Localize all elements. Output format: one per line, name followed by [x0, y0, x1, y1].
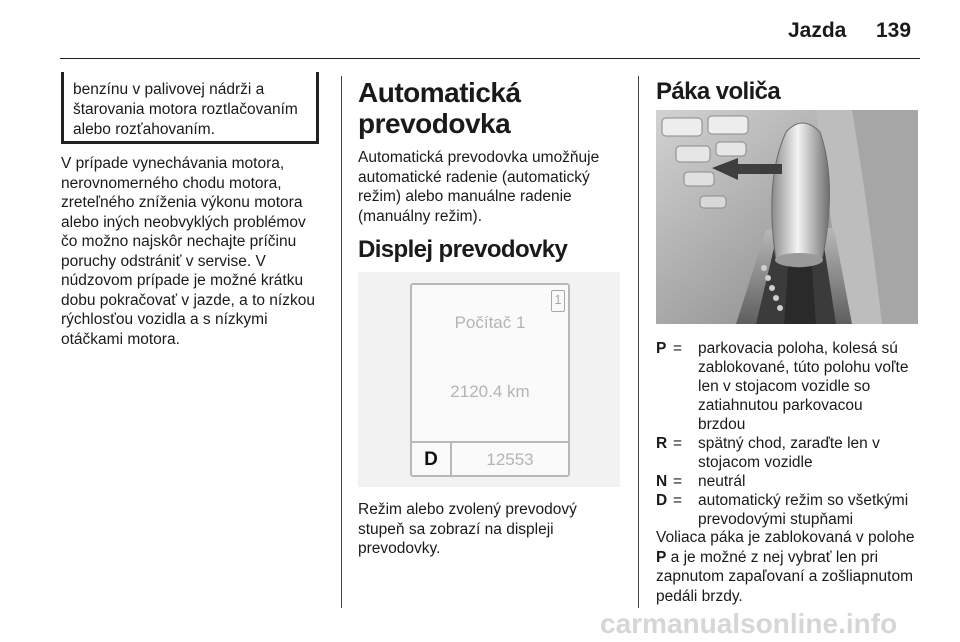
text-line: Automatická prevodovka umožňuje [358, 149, 600, 166]
display-frame [410, 283, 570, 477]
gear-description [698, 491, 931, 529]
text-line: neutrál [698, 473, 746, 490]
gear-key: P [656, 340, 667, 357]
transmission-display-illustration [358, 272, 620, 487]
text-line: pedáli brzdy. [656, 587, 743, 605]
text-line: prevodovky. [358, 540, 441, 557]
heading-line: Automatická [358, 77, 521, 108]
text-line: otáčkami motora. [61, 330, 180, 348]
section-heading-selector-lever: Páka voliča [656, 78, 781, 105]
subheading-transmission-display: Displej prevodovky [358, 236, 568, 263]
gear-description [698, 434, 931, 472]
text-line: poruchy odstrániť v servise. V [61, 252, 266, 270]
gear-lever-photo [656, 110, 918, 324]
display-odometer: 12553 [486, 450, 534, 469]
lever-lock-paragraph [656, 528, 946, 606]
text-line: stojacom vozidle [698, 454, 813, 471]
gear-description [698, 339, 931, 434]
page-number: 139 [876, 19, 912, 42]
text-line [656, 548, 946, 568]
text-line: režim) alebo manuálne radenie [358, 188, 572, 205]
text-line: núdzovom prípade je možné krátku [61, 272, 304, 289]
gear-positions-list [656, 339, 931, 529]
display-distance: 2120.4 km [450, 382, 530, 401]
text-line: zreteľného zníženia výkonu motora [61, 194, 303, 211]
text-line: čo možno najskôr nechajte príčinu [61, 233, 297, 250]
text-line: rýchlosťou vozidla a s nízkymi [61, 311, 268, 328]
text-line: zablokované, túto polohu voľte [698, 359, 909, 376]
text-line: (manuálny režim). [358, 207, 483, 225]
equals-sign: = [673, 340, 683, 357]
gear-key: R [656, 435, 668, 452]
header-rule [60, 58, 920, 59]
warning-line: štarovania motora roztlačovaním [73, 101, 298, 118]
gear-position-item [656, 339, 931, 434]
page-indicator-icon: 1 [551, 290, 565, 312]
watermark: carmanualsonline.info [600, 608, 898, 639]
engine-fault-paragraph [61, 154, 331, 349]
text-line: alebo iných neobvyklých problémov [61, 213, 306, 231]
equals-sign: = [673, 473, 683, 490]
warning-line: benzínu v palivovej nádrži a [73, 81, 265, 98]
column-divider-1 [341, 76, 342, 608]
text-line: zapnutom zapaľovaní a zošliapnutom [656, 568, 913, 585]
text-fragment: a je možné z nej vybrať len pri [666, 548, 879, 566]
display-title: Počítač 1 [454, 313, 526, 332]
heading-line: prevodovka [358, 108, 511, 139]
display-caption [358, 500, 628, 559]
text-line: brzdou [698, 416, 746, 433]
gear-key: D [656, 492, 668, 509]
section-heading-automatic-transmission [358, 77, 521, 139]
text-line: parkovacia poloha, kolesá sú [698, 340, 898, 357]
text-line: nerovnomerného chodu motora, [61, 174, 282, 192]
transmission-intro-paragraph [358, 148, 628, 226]
warning-line: alebo rozťahovaním. [73, 121, 215, 138]
text-line: automatický režim so všetkými [698, 492, 909, 509]
text-line: V prípade vynechávania motora, [61, 155, 285, 172]
gear-position-item [656, 472, 931, 491]
section-title: Jazda [788, 19, 847, 42]
text-line: Režim alebo zvolený prevodový [358, 501, 577, 518]
warning-box [61, 72, 319, 144]
column-divider-2 [638, 76, 639, 608]
text-line: automatické radenie (automatický [358, 168, 590, 186]
text-line: spätný chod, zaraďte len v [698, 435, 880, 452]
text-line: dobu pokračovať v jazde, a to nízkou [61, 291, 315, 309]
text-line: stupeň sa zobrazí na displeji [358, 520, 554, 538]
text-line: prevodovými stupňami [698, 511, 854, 528]
gear-position-item [656, 491, 931, 529]
text-line: Voliaca páka je zablokovaná v polohe [656, 529, 915, 546]
equals-sign: = [673, 492, 683, 509]
text-line: len v stojacom vozidle so [698, 378, 871, 395]
equals-sign: = [673, 435, 683, 452]
display-divider [412, 441, 568, 443]
bold-gear-p: P [656, 548, 667, 566]
text-line: zatiahnutou parkovacou [698, 397, 863, 414]
gear-position-item [656, 434, 931, 472]
display-gear-indicator: D [424, 449, 438, 470]
gear-key: N [656, 473, 668, 490]
gear-description [698, 472, 931, 491]
